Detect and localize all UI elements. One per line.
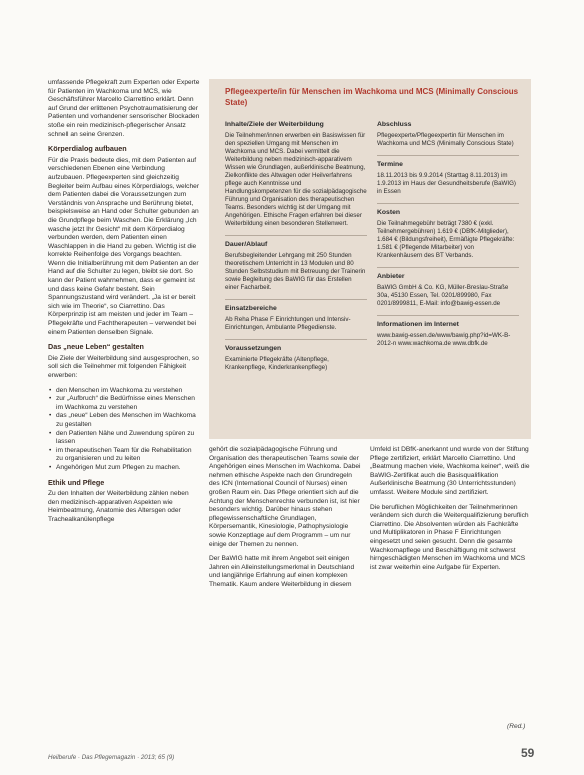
info-text: Pflegeexperte/Pflegeexpertin für Menschen im Wachkoma und MCS (Minimally Conscious State) xyxy=(377,132,514,147)
divider xyxy=(377,315,519,316)
info-heading: Kosten xyxy=(377,209,401,216)
list-item: • den Menschen im Wachkoma zu verstehen xyxy=(56,387,200,396)
left-column xyxy=(48,79,200,744)
list-item: • Angehörigen Mut zum Pflegen zu machen. xyxy=(56,464,200,473)
info-heading: Einsatzbereiche xyxy=(225,305,277,312)
section-heading: Körperdialog aufbauen xyxy=(48,144,127,154)
divider xyxy=(377,155,519,156)
info-link-text[interactable]: www.bawig-essen.de/www/bawig.php?id=WK-B-2012-n www.wachkoma.de www.dbfk.de xyxy=(377,332,511,347)
info-text: Ab Reha Phase F Einrichtungen und Intensiv-Einrichtungen, Ambulante Pflegedienste. xyxy=(225,316,351,331)
info-text: BaWIG GmbH & Co. KG, Müller-Breslau-Straße 30a, 45130 Essen, Tel. 0201/899980, Fax 0201/8999811, E-Mail: info@bawig-essen.de xyxy=(377,284,509,307)
right-column xyxy=(370,446,530,722)
info-text: Berufsbegleitender Lehrgang mit 250 Stunden theoretischem Unterricht in 13 Modulen und 80 Stunden Selbststudium mit Betreuung der Trainerin sowie Begleitung des BaWIG für das Erstellen einer Facharbeit. xyxy=(225,252,366,291)
body-paragraph: Für die Praxis bedeute dies, mit dem Patienten auf verschiedenen Ebenen eine Verbindung aufzubauen. Pflegeexperten sind gleichzeitig Begleiter beim Aufbau eines Körperdialogs, welcher dem Patienten dabei die Voraussetzungen zum Verständnis von Ansprache und Berührung bietet, beispielsweise an Hand oder Schulter gebunden an die Grundpflege beim Waschen. Die Erklärung „Ich wasche jetzt Ihr Gesicht“ mit dem Körperdialog verbunden werden, dem Patienten einen Waschlappen in die Hand zu geben. Wichtig ist die korrekte Reihenfolge des Vorgangs beachten. Wenn die Initialberührung mit dem Patienten an der Hand auf die Schulter zu legen, bleibt sie dort. So kann der Patient wahrnehmen, dass er gemeint ist und dass keine Gefahr besteht. Sein Spannungszustand wird verändert. „Ja ist er bereit sich wie im Theorie“, so Ciarrettino. Das Körperprinzip ist am meisten und jeder im Team – Pflegekräfte und Fachtherapeuten – verwendet bei einem Patienten denselben Signale. xyxy=(48,156,200,336)
body-paragraph: Die Ziele der Weiterbildung sind ausgesprochen, so soll sich die Teilnehmer mit folgenden Fähigkeit erwerben: xyxy=(48,354,199,379)
info-text: Die Teilnahmegebühr beträgt 7380 € (exkl. Teilnehmergebühren) 1.619 € (DBfK-Mitglieder), 1.684 € (Bildungsfreiheit), Ermäßigte Pflegekräfte: 1.581 € (Pflegende Mitarbeiter) von Krankenhäusern des BT Verbands. xyxy=(377,220,515,259)
divider xyxy=(225,339,367,340)
section-heading: Das „neue Leben“ gestalten xyxy=(48,342,144,352)
info-text: Examinierte Pflegekräfte (Altenpflege, Krankenpflege, Kinderkrankenpflege) xyxy=(225,356,329,371)
divider xyxy=(225,299,367,300)
section-heading: Ethik und Pflege xyxy=(48,477,105,487)
body-paragraph: Der BaWIG hatte mit ihrem Angebot seit einigen Jahren ein Alleinstellungsmerkmal in Deutschland und langjährige Erfahrung auf einen komplexen Thematik. Kaum andere Weiterbildung in diesem xyxy=(209,555,355,588)
body-paragraph: Umfeld ist DBfK-anerkannt und wurde von der Stiftung Pflege zertifiziert, erklärt Marcello Ciarrettino. Und „Beatmung machen viele, Wachkoma keiner“, weiß die BaWIG-Zertifikat auch die Basisqualifikation Außerklinische Beatmung (30 Unterrichtsstunden) umfasst. Weitere Module sind zertifiziert. xyxy=(370,446,530,496)
body-paragraph: Zu den Inhalten der Weiterbildung zählen neben den medizinisch-apparativen Aspekten wie Heimbeatmung, Anatomie des Altersgen oder Trachealkanülenpflege xyxy=(48,490,189,523)
info-heading: Voraussetzungen xyxy=(225,345,282,352)
body-paragraph: Die beruflichen Möglichkeiten der Teilnehmerinnen verändern sich durch die Weiterqualifizierung beruflich Ciarrettino. Die Absolventen würden als Fachkräfte und Multiplikatoren in Phase F Einrichtungen eingesetzt und seien gesucht. Denn die gesamte Wachkomapflege und Beschäftigung mit schwerst hirngeschädigten Menschen im Wachkoma und MCS ist zwar weiterhin eine Aufgabe für Experten. xyxy=(370,503,529,571)
divider xyxy=(377,267,519,268)
page-number: 59 xyxy=(521,746,535,760)
info-text: Die Teilnehmer/innen erwerben ein Basiswissen für den speziellen Umgang mit Menschen im Wachkoma und MCS. Dabei vermittelt die Weiterbildung neben medizinisch-apparativem Wissen wie Grundlagen, außerklinische Beatmung, Zielkonflikte des Altwagen oder Heilverfahrens pflege auch Kenntnisse und Handlungskompetenzen für die sozialpädagogische Führung und Organisation des therapeutischen Teams. Besonders wichtig ist der Umgang mit Angehörigen. Ethische Fragen erfahren bei dieser Weiterbildung einen besonderen Stellenwert. xyxy=(225,132,367,227)
info-heading: Dauer/Ablauf xyxy=(225,241,268,248)
info-box xyxy=(209,79,531,439)
author-signature: (Red.) xyxy=(507,723,526,730)
body-paragraph: gehört die sozialpädagogische Führung und Organisation des therapeutischen Teams sowie der Angehörigen eines Menschen im Wachkoma. Dabei nehmen ethische Aspekte nach den Grundregeln des ICN (International Council of Nurses) einen großen Raum ein. Das Pflege orientiert sich auf die Achtung der Menschenrechte verbunden ist, ist hier besonders wichtig. Darüber hinaus stehen pflegewissenschaftliche Grundlagen, Körpersemantik, Kinesiologie, Pathophysiologie sowie Konzeptlage auf dem Programm – um nur einige der Themen zu nennen. xyxy=(209,446,361,548)
footer-magazine: Heilberufe · Das Pflegemagazin · 2013; 65 (9) xyxy=(48,754,175,761)
info-box-right-column xyxy=(377,121,519,433)
divider xyxy=(225,235,367,236)
list-item: • den Patienten Nähe und Zuwendung spüren zu lassen xyxy=(56,430,200,447)
info-heading: Anbieter xyxy=(377,273,405,280)
middle-column xyxy=(209,446,361,742)
info-heading: Informationen im Internet xyxy=(377,321,459,328)
divider xyxy=(377,203,519,204)
list-item: • zur „Aufbruch“ die Bedürfnisse eines Menschen im Wachkoma zu verstehen xyxy=(56,395,200,412)
info-heading: Termine xyxy=(377,161,403,168)
info-box-left-column xyxy=(225,121,367,433)
intro-paragraph: umfassende Pflegekraft zum Experten oder Experte für Patienten im Wachkoma und MCS, wie Geschäftsführer Marcello Ciarrettino erklärt. Denn auf Grund der erlittenen Psychotraumatisierung der Patienten und vorhandener sensorischer Blockaden stoße ein rein medizinisch-pflegerischer Ansatz schnell an seine Grenzen. xyxy=(48,79,200,138)
list-item: • im therapeutischen Team für die Rehabilitation zu organisieren und zu leiten xyxy=(56,447,200,464)
list-item: • das „neue“ Leben des Menschen im Wachkoma zu gestalten xyxy=(56,412,200,429)
info-heading: Inhalte/Ziele der Weiterbildung xyxy=(225,121,324,128)
info-heading: Abschluss xyxy=(377,121,412,128)
goals-list xyxy=(48,387,200,473)
info-text: 18.11.2013 bis 9.9.2014 (Starttag 8.11.2013) im 1.9.2013 im Haus der Gesundheitsberufe (BaWIG) in Essen xyxy=(377,172,516,195)
info-box-title: Pflegeexperte/in für Menschen im Wachkoma und MCS (Minimally Conscious State) xyxy=(225,87,519,107)
